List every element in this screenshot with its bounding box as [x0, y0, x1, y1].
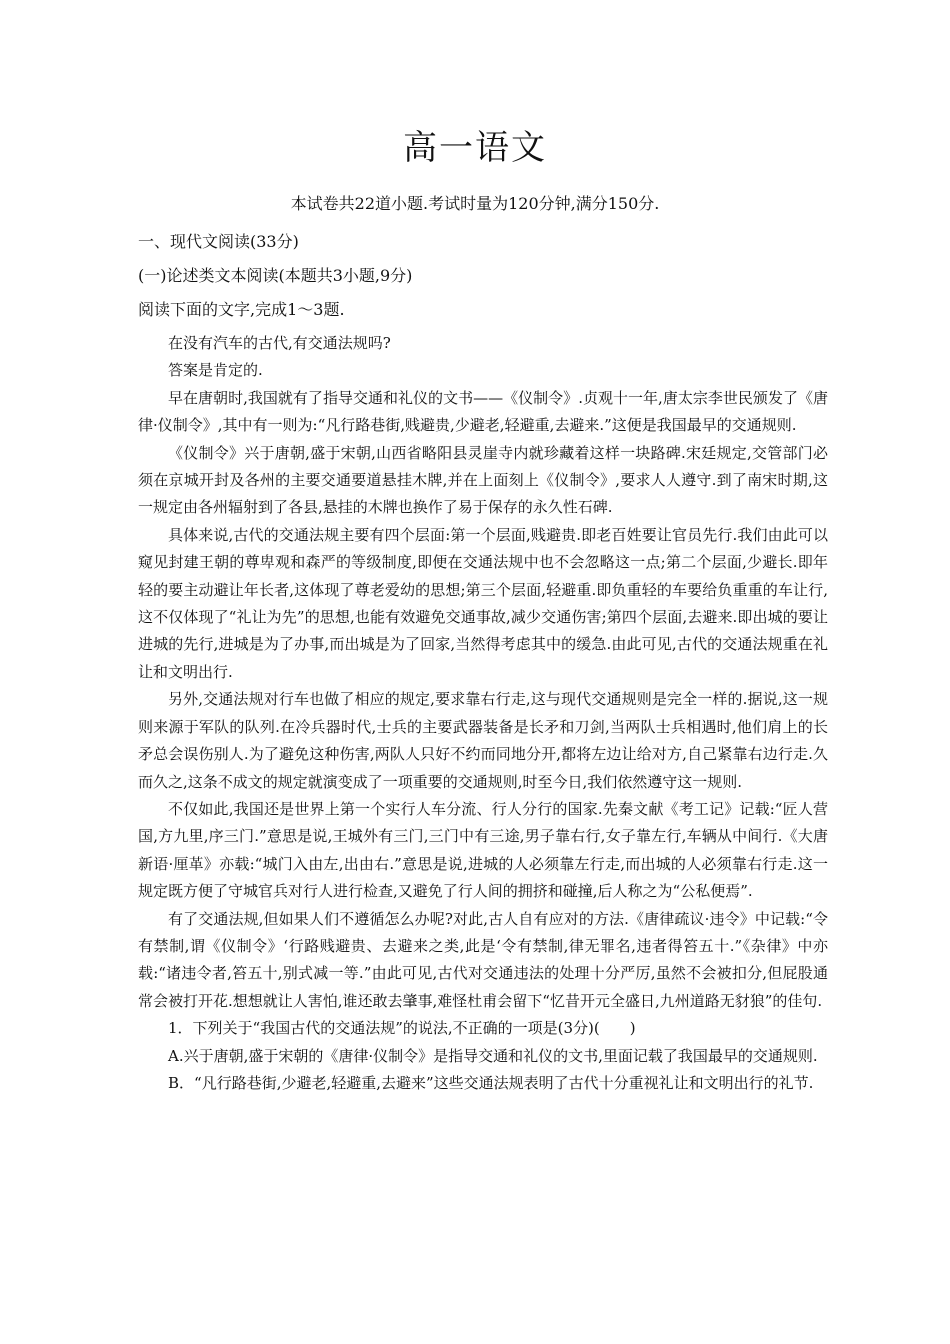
exam-intro: 本试卷共22道小题.考试时量为120分钟,满分150分.: [290, 194, 660, 213]
reading-passage: [138, 330, 828, 1097]
paragraph-7: 不仅如此,我国还是世界上第一个实行人车分流、行人分行的国家.先秦文献《考工记》记载:“匠人营国,方九里,序三门.”意思是说,王城外有三门,三门中有三途,男子靠右行,女子靠左行,车辆从中间行.《大唐新语·厘革》亦载:“城门入由左,出由右.”意思是说,进城的人必须靠左行走,而出城的人必须靠右行走.这一规定既方便了守城官兵对行人进行检查,又避免了行人间的拥挤和碰撞,后人称之为“公私便焉”.: [138, 799, 828, 901]
section-heading: 一、现代文阅读(33分): [138, 232, 299, 251]
paragraph-3: 早在唐朝时,我国就有了指导交通和礼仪的文书——《仪制令》.贞观十一年,唐太宗李世民颁发了《唐律·仪制令》,其中有一则为:“凡行路巷街,贱避贵,少避老,轻避重,去避来.”这便是我国最早的交通规则.: [138, 388, 828, 435]
question-1-option-b: B．“凡行路巷街,少避老,轻避重,去避来”这些交通法规表明了古代十分重视礼让和文明出行的礼节.: [168, 1073, 814, 1092]
paragraph-4: 《仪制令》兴于唐朝,盛于宋朝,山西省略阳县灵崖寺内就珍藏着这样一块路碑.宋廷规定,交管部门必须在京城开封及各州的主要交通要道悬挂木牌,并在上面刻上《仪制令》,要求人人遵守.到了南宋时期,这一规定由各州辐射到了各县,悬挂的木牌也换作了易于保存的永久性石碑.: [138, 443, 828, 517]
paragraph-5: 具体来说,古代的交通法规主要有四个层面:第一个层面,贱避贵.即老百姓要让官员先行.我们由此可以窥见封建王朝的尊卑观和森严的等级制度,即便在交通法规中也不会忽略这一点;第二个层面,少避长.即年轻的要主动避让年长者,这体现了尊老爱幼的思想;第三个层面,轻避重.即负重轻的车要给负重重的车让行,这不仅体现了“礼让为先”的思想,也能有效避免交通事故,减少交通伤害;第四个层面,去避来.即出城的要让进城的先行,进城是为了办事,而出城是为了回家,当然得考虑其中的缓急.由此可见,古代的交通法规重在礼让和文明出行.: [138, 525, 828, 681]
paragraph-2: 答案是肯定的.: [168, 361, 263, 380]
subsection-heading: (一)论述类文本阅读(本题共3小题,9分): [138, 266, 413, 285]
page-title: 高一语文: [403, 128, 547, 168]
paragraph-6: 另外,交通法规对行车也做了相应的规定,要求靠右行走,这与现代交通规则是完全一样的.据说,这一规则来源于军队的队列.在冷兵器时代,士兵的主要武器装备是长矛和刀剑,当两队士兵相遇时,他们肩上的长矛总会误伤别人.为了避免这种伤害,两队人只好不约而同地分开,都将左边让给对方,自己紧靠右边行走.久而久之,这条不成文的规定就演变成了一项重要的交通规则,时至今日,我们依然遵守这一规则.: [138, 690, 828, 791]
paragraph-8: 有了交通法规,但如果人们不遵循怎么办呢?对此,古人自有应对的方法.《唐律疏议·违令》中记载:“令有禁制,谓《仪制令》‘行路贱避贵、去避来之类,此是‘令有禁制,律无罪名,违者得笞五十.”《杂律》中亦载:“诸违令者,笞五十,别式减一等.”由此可见,古代对交通违法的处理十分严厉,虽然不会被扣分,但屁股通常会被打开花.想想就让人害怕,谁还敢去肇事,难怪杜甫会留下“忆昔开元全盛日,九州道路无豺狼”的佳句.: [138, 909, 828, 1010]
question-1-stem: 1．下列关于“我国古代的交通法规”的说法,不正确的一项是(3分)( ): [168, 1019, 636, 1038]
reading-instruction: 阅读下面的文字,完成1～3题.: [138, 300, 345, 319]
question-1-option-a: A.兴于唐朝,盛于宋朝的《唐律·仪制令》是指导交通和礼仪的文书,里面记载了我国最早的交通规则.: [168, 1046, 818, 1065]
paragraph-1: 在没有汽车的古代,有交通法规吗?: [168, 334, 391, 352]
